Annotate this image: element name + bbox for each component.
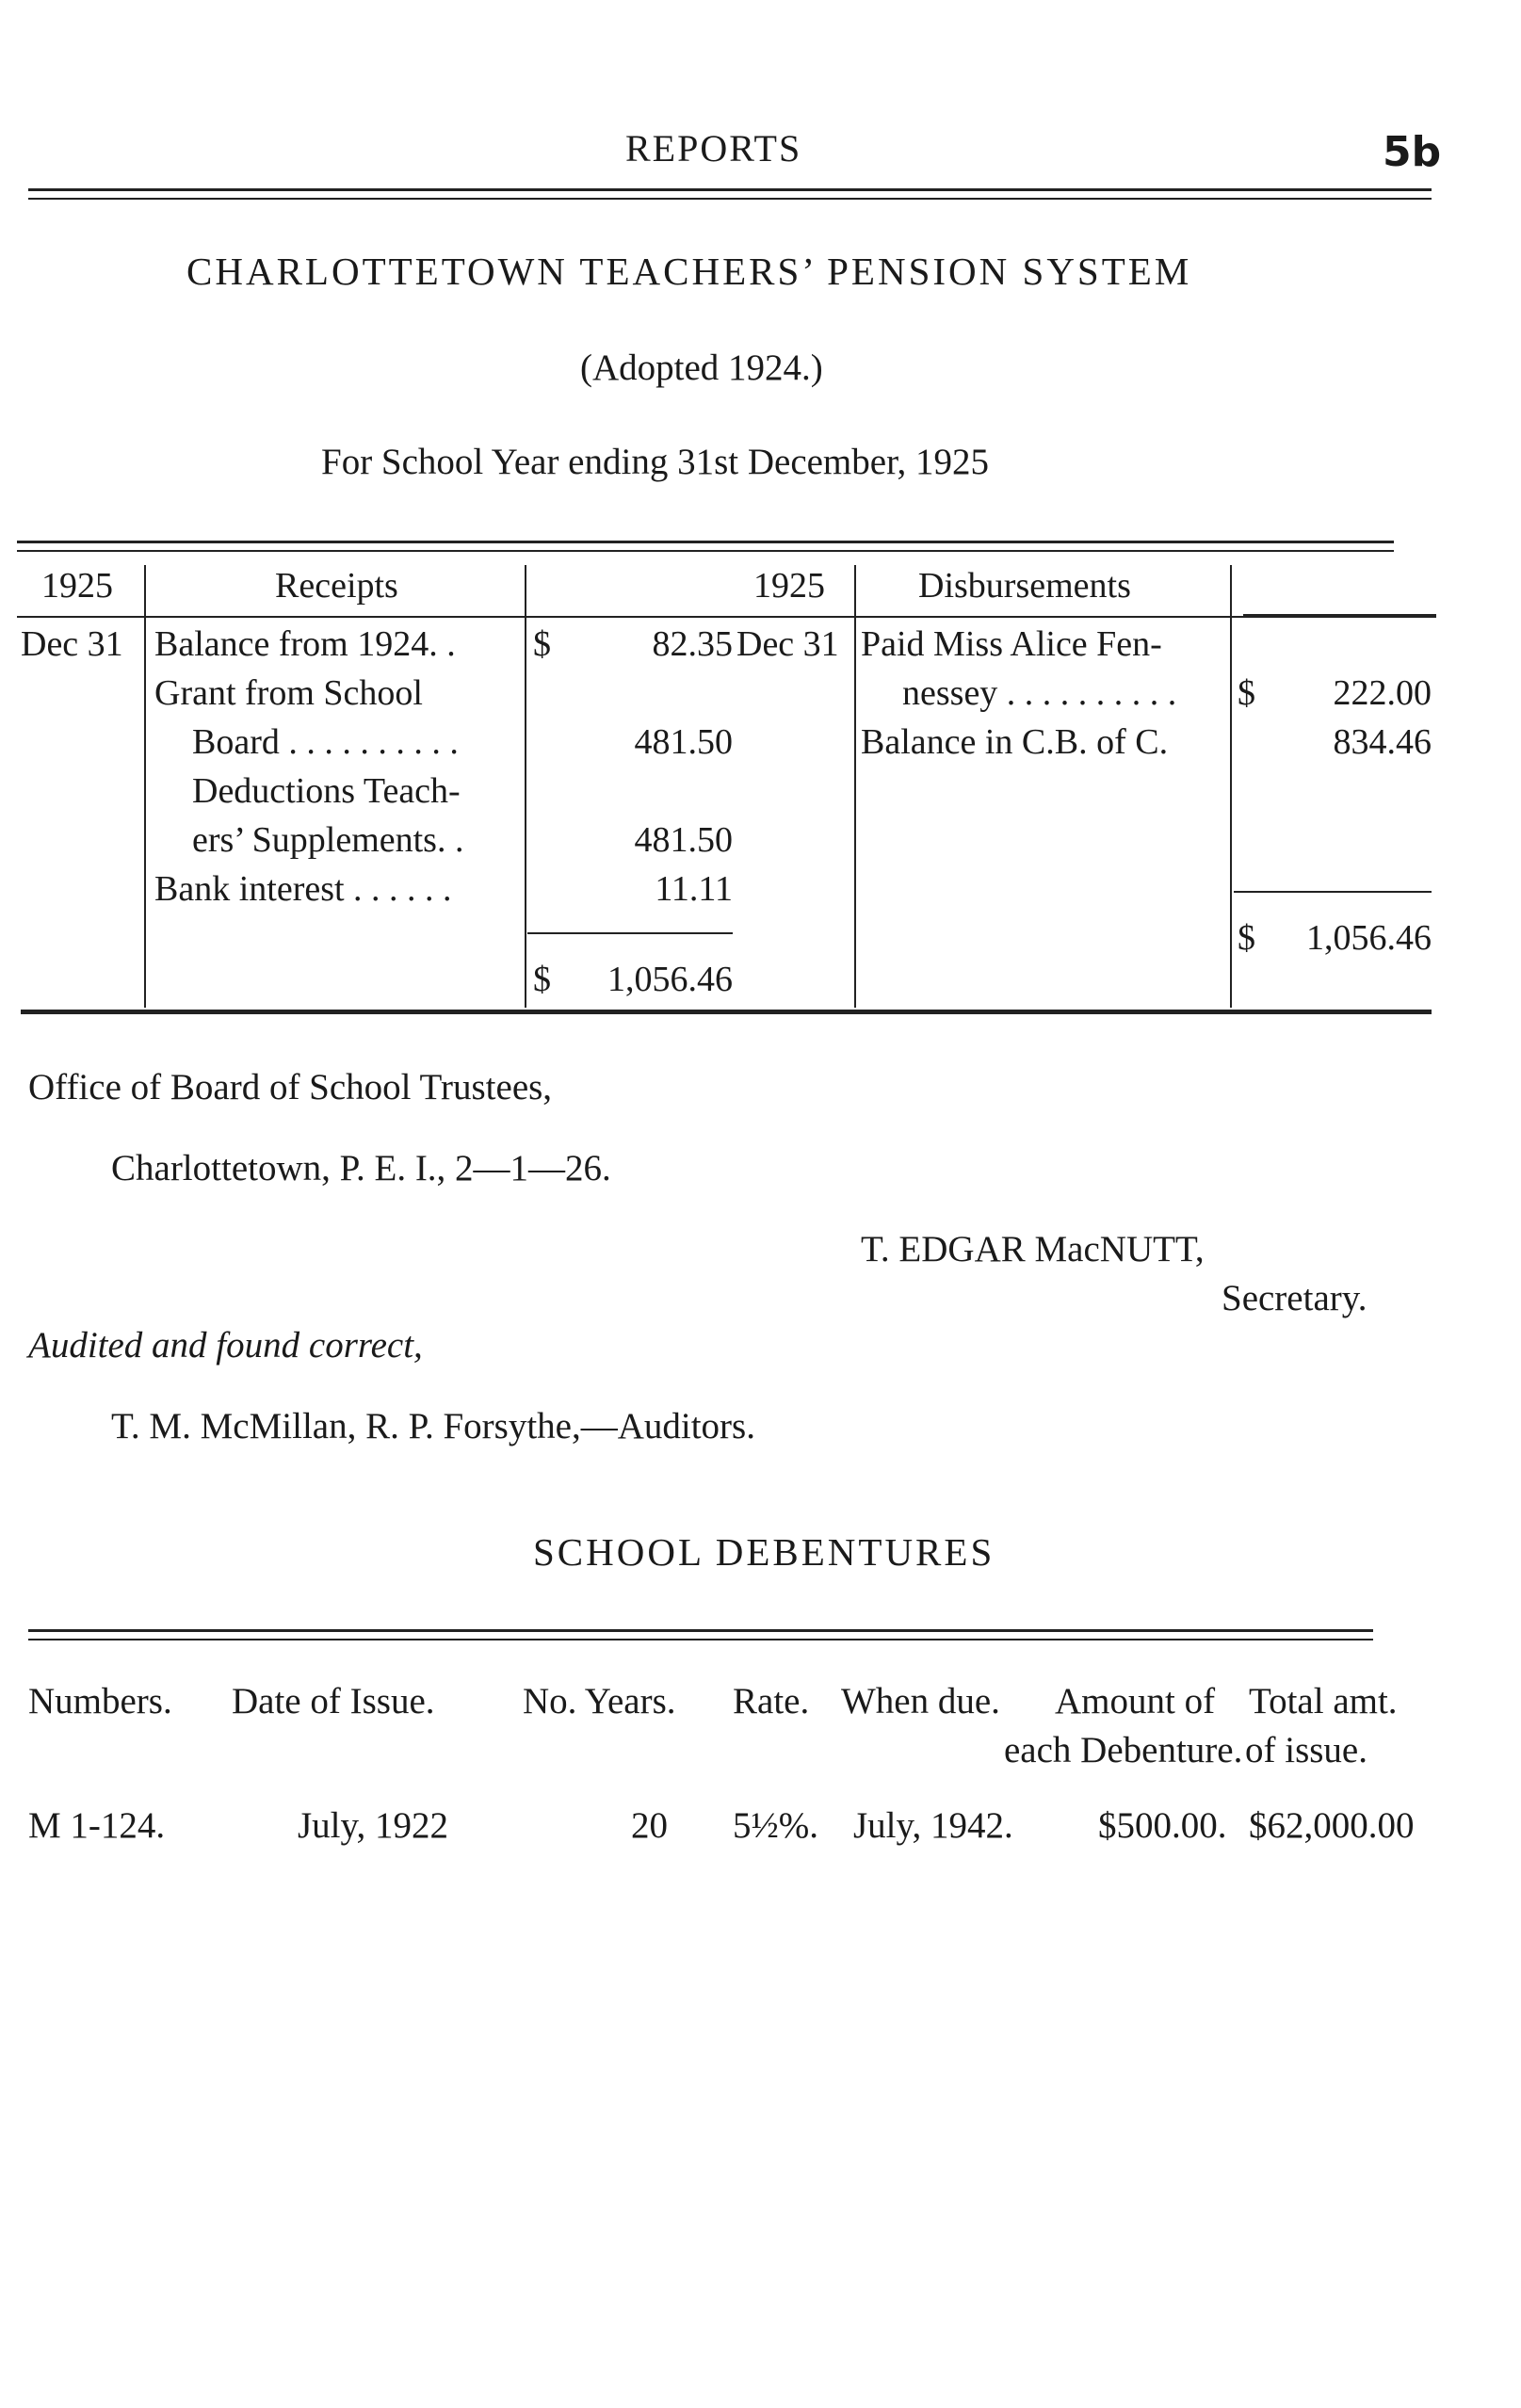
receipt-amount-1: 82.35	[652, 624, 733, 664]
col-line-1	[144, 565, 146, 1008]
place-date-line: Charlottetown, P. E. I., 2—1—26.	[111, 1148, 611, 1188]
col-due-header: When due.	[841, 1681, 1000, 1721]
row-no-years: 20	[631, 1805, 668, 1846]
row-amount-each: $500.00.	[1098, 1805, 1227, 1846]
audited-line: Audited and found correct,	[28, 1325, 423, 1366]
page-number: 5b	[1383, 128, 1442, 176]
col-total-header-1: Total amt.	[1249, 1681, 1398, 1721]
ledger-header-rule	[17, 616, 1436, 618]
col-amount-header-1: Amount of	[1055, 1681, 1216, 1721]
ledger-bottom-rule	[21, 1010, 1432, 1014]
office-line: Office of Board of School Trustees,	[28, 1067, 553, 1107]
row-total: $62,000.00	[1249, 1805, 1415, 1846]
running-title: REPORTS	[625, 127, 802, 170]
col-rate-header: Rate.	[733, 1681, 810, 1721]
receipt-item-2a: Grant from School	[154, 673, 423, 713]
row-date-of-issue: July, 1922	[298, 1805, 448, 1846]
receipts-total-dollar: $	[533, 960, 551, 999]
col-numbers-header: Numbers.	[28, 1681, 172, 1721]
receipt-item-4: Bank interest . . . . . .	[154, 869, 452, 909]
secretary-role: Secretary.	[1222, 1278, 1367, 1318]
row-when-due: July, 1942.	[853, 1805, 1013, 1846]
receipt-item-1: Balance from 1924. .	[154, 624, 456, 664]
row-rate: 5½%.	[733, 1805, 818, 1846]
header-rule-bottom	[28, 198, 1432, 200]
disb-item-2: Balance in C.B. of C.	[861, 722, 1169, 762]
disb-total: 1,056.46	[1306, 918, 1432, 958]
disb-sum-rule	[1234, 891, 1432, 893]
receipt-amount-3: 481.50	[634, 820, 733, 860]
receipts-dollar-sign: $	[533, 624, 551, 664]
row-numbers: M 1-124.	[28, 1805, 166, 1846]
ledger-header-rule-right	[1243, 614, 1436, 617]
col-line-4	[1230, 565, 1232, 1008]
disbursements-header: Disbursements	[918, 566, 1131, 606]
col-line-2	[525, 565, 526, 1008]
ledger-left-year: 1925	[41, 566, 113, 606]
receipt-amount-2: 481.50	[634, 722, 733, 762]
col-amount-header-2: each Debenture.	[1004, 1730, 1243, 1770]
receipt-item-2b: Board . . . . . . . . . .	[192, 722, 459, 762]
col-years-header: No. Years.	[523, 1681, 676, 1721]
disb-dollar-sign: $	[1238, 673, 1255, 713]
ledger-top-rule-1	[17, 541, 1394, 543]
col-line-3	[854, 565, 856, 1008]
receipt-item-3b: ers’ Supplements. .	[192, 820, 464, 860]
receipts-sum-rule	[527, 932, 733, 934]
disb-item-1a: Paid Miss Alice Fen-	[861, 624, 1162, 664]
ledger-right-year: 1925	[753, 566, 825, 606]
period-line: For School Year ending 31st December, 1925	[321, 442, 990, 482]
header-rule-top	[28, 188, 1432, 191]
col-date-header: Date of Issue.	[232, 1681, 435, 1721]
disb-total-dollar: $	[1238, 918, 1255, 958]
disb-item-1b: nessey . . . . . . . . . .	[902, 673, 1177, 713]
receipt-amount-4: 11.11	[655, 869, 733, 909]
secretary-name: T. EDGAR MacNUTT,	[861, 1229, 1205, 1269]
pension-title: CHARLOTTETOWN TEACHERS’ PENSION SYSTEM	[186, 250, 1192, 293]
disb-amount-1: 222.00	[1333, 673, 1432, 713]
adopted-note: (Adopted 1924.)	[580, 347, 823, 388]
disb-date: Dec 31	[736, 624, 839, 664]
receipts-total: 1,056.46	[607, 960, 733, 999]
col-total-header-2: of issue.	[1245, 1730, 1367, 1770]
receipts-header: Receipts	[275, 566, 398, 606]
debentures-rule-1	[28, 1629, 1373, 1632]
ledger-top-rule-2	[17, 550, 1394, 552]
receipt-item-3a: Deductions Teach-	[192, 771, 461, 811]
debentures-rule-2	[28, 1639, 1373, 1640]
auditors-line: T. M. McMillan, R. P. Forsythe,—Auditors.	[111, 1406, 755, 1446]
disb-amount-2: 834.46	[1333, 722, 1432, 762]
debentures-title: SCHOOL DEBENTURES	[533, 1530, 995, 1574]
receipts-date: Dec 31	[21, 624, 123, 664]
